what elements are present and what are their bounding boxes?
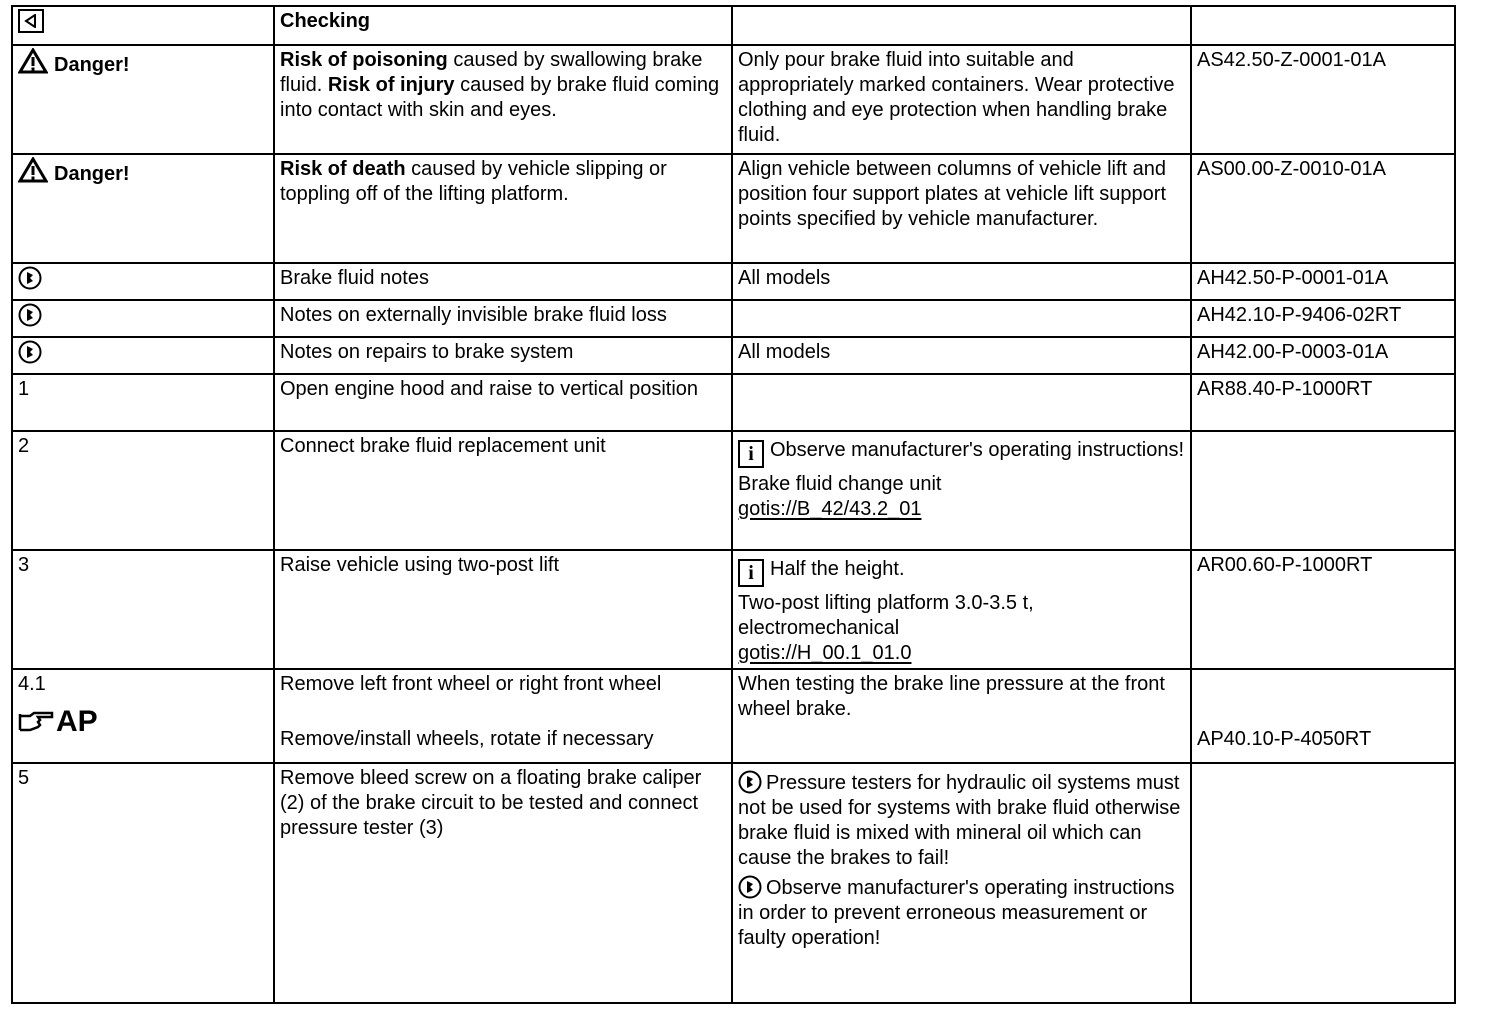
warning-triangle-icon	[18, 157, 48, 183]
table-row	[12, 45, 1455, 154]
ap-marker: AP	[18, 707, 98, 737]
hazard-measure: Align vehicle between columns of vehicle lift and position four support plates at vehicle lift support points specified by vehicle manufacturer.	[732, 154, 1191, 263]
info-icon: i	[738, 440, 764, 468]
document-reference[interactable]: AS42.50-Z-0001-01A	[1191, 45, 1455, 154]
info-icon: i	[738, 559, 764, 587]
danger-label: Danger!	[54, 54, 130, 76]
step-number: 2	[12, 431, 274, 550]
table-row: 2 Connect brake fluid replacement unit i Observe manufacturer's operating instructions! Brake fluid change unit gotis://B_42/43.2_01	[12, 431, 1455, 550]
note-icon	[18, 340, 42, 364]
hazard-measure: Only pour brake fluid into suitable and appropriately marked containers. Wear protective clothing and eye protection when handling brake fluid.	[732, 45, 1191, 154]
step-number: 3	[12, 550, 274, 669]
hazard-description: Risk of poisoning caused by swallowing brake fluid. Risk of injury caused by brake fluid coming into contact with skin and eyes.	[274, 45, 732, 154]
header-title-cell	[274, 6, 732, 45]
note-icon	[738, 875, 762, 899]
table-row	[12, 154, 1455, 263]
note-icon	[738, 770, 762, 794]
document-reference[interactable]: AH42.50-P-0001-01A	[1191, 263, 1455, 300]
table-row: Notes on externally invisible brake fluid loss AH42.10-P-9406-02RT	[12, 300, 1455, 337]
table-row: 5 Remove bleed screw on a floating brake caliper (2) of the brake circuit to be tested and connect pressure tester (3) Pressure testers for hydraulic oil systems must not be used for systems with brake fluid otherwise brake fluid is mixed with mineral oil which can cause the brakes to fail! Observe manufacturer's operating instructions in order to prevent erroneous measurement or faulty operation!	[12, 763, 1455, 1003]
note-icon	[18, 266, 42, 290]
hazard-description: Risk of death caused by vehicle slipping or toppling off of the lifting platform.	[274, 154, 732, 263]
step-action: Remove left front wheel or right front wheel	[280, 673, 662, 695]
document-reference[interactable]: AR00.60-P-1000RT	[1191, 550, 1455, 669]
table-row: 3 Raise vehicle using two-post lift i Half the height. Two-post lifting platform 3.0-3.5 t, electromechanical gotis://H_00.1_01.0 AR00.60-P-1000RT	[12, 550, 1455, 669]
document-reference[interactable]: AS00.00-Z-0010-01A	[1191, 154, 1455, 263]
step-number: 4.1	[18, 673, 46, 695]
table-row: Brake fluid notes All models AH42.50-P-0001-01A	[12, 263, 1455, 300]
document-reference[interactable]: AP40.10-P-4050RT	[1197, 728, 1372, 750]
gotis-link[interactable]: gotis://H_00.1_01.0	[738, 642, 912, 664]
step-action: Open engine hood and raise to vertical position	[274, 374, 732, 431]
table-row: Notes on repairs to brake system All models AH42.00-P-0003-01A	[12, 337, 1455, 374]
step-number: 1	[12, 374, 274, 431]
danger-label: Danger!	[54, 163, 130, 185]
table-row	[12, 374, 1455, 431]
ap-action: Remove/install wheels, rotate if necessary	[280, 728, 654, 750]
step-action: Connect brake fluid replacement unit	[274, 431, 732, 550]
note-icon	[18, 303, 42, 327]
document-reference[interactable]: AH42.10-P-9406-02RT	[1191, 300, 1455, 337]
gotis-link[interactable]: gotis://B_42/43.2_01	[738, 498, 922, 520]
table-row: 4.1 AP Remove left front wheel or right front wheel Remove/install wheels, rotate if necessary When testing the brake line pressure at the front wheel brake. AP40.10-P-4050RT	[12, 669, 1455, 763]
step-number: 5	[12, 763, 274, 1003]
pointing-hand-icon	[18, 710, 54, 734]
header-back-cell	[12, 6, 274, 45]
section-title: Checking	[280, 10, 371, 32]
table-header-row	[12, 6, 1455, 45]
document-reference[interactable]: AR88.40-P-1000RT	[1191, 374, 1455, 431]
step-action: Raise vehicle using two-post lift	[274, 550, 732, 669]
back-arrow-icon[interactable]	[18, 9, 44, 33]
procedure-table	[11, 5, 1456, 1004]
step-action: Remove bleed screw on a floating brake caliper (2) of the brake circuit to be tested and connect pressure tester (3)	[274, 763, 732, 1003]
warning-triangle-icon	[18, 48, 48, 74]
document-reference[interactable]: AH42.00-P-0003-01A	[1191, 337, 1455, 374]
